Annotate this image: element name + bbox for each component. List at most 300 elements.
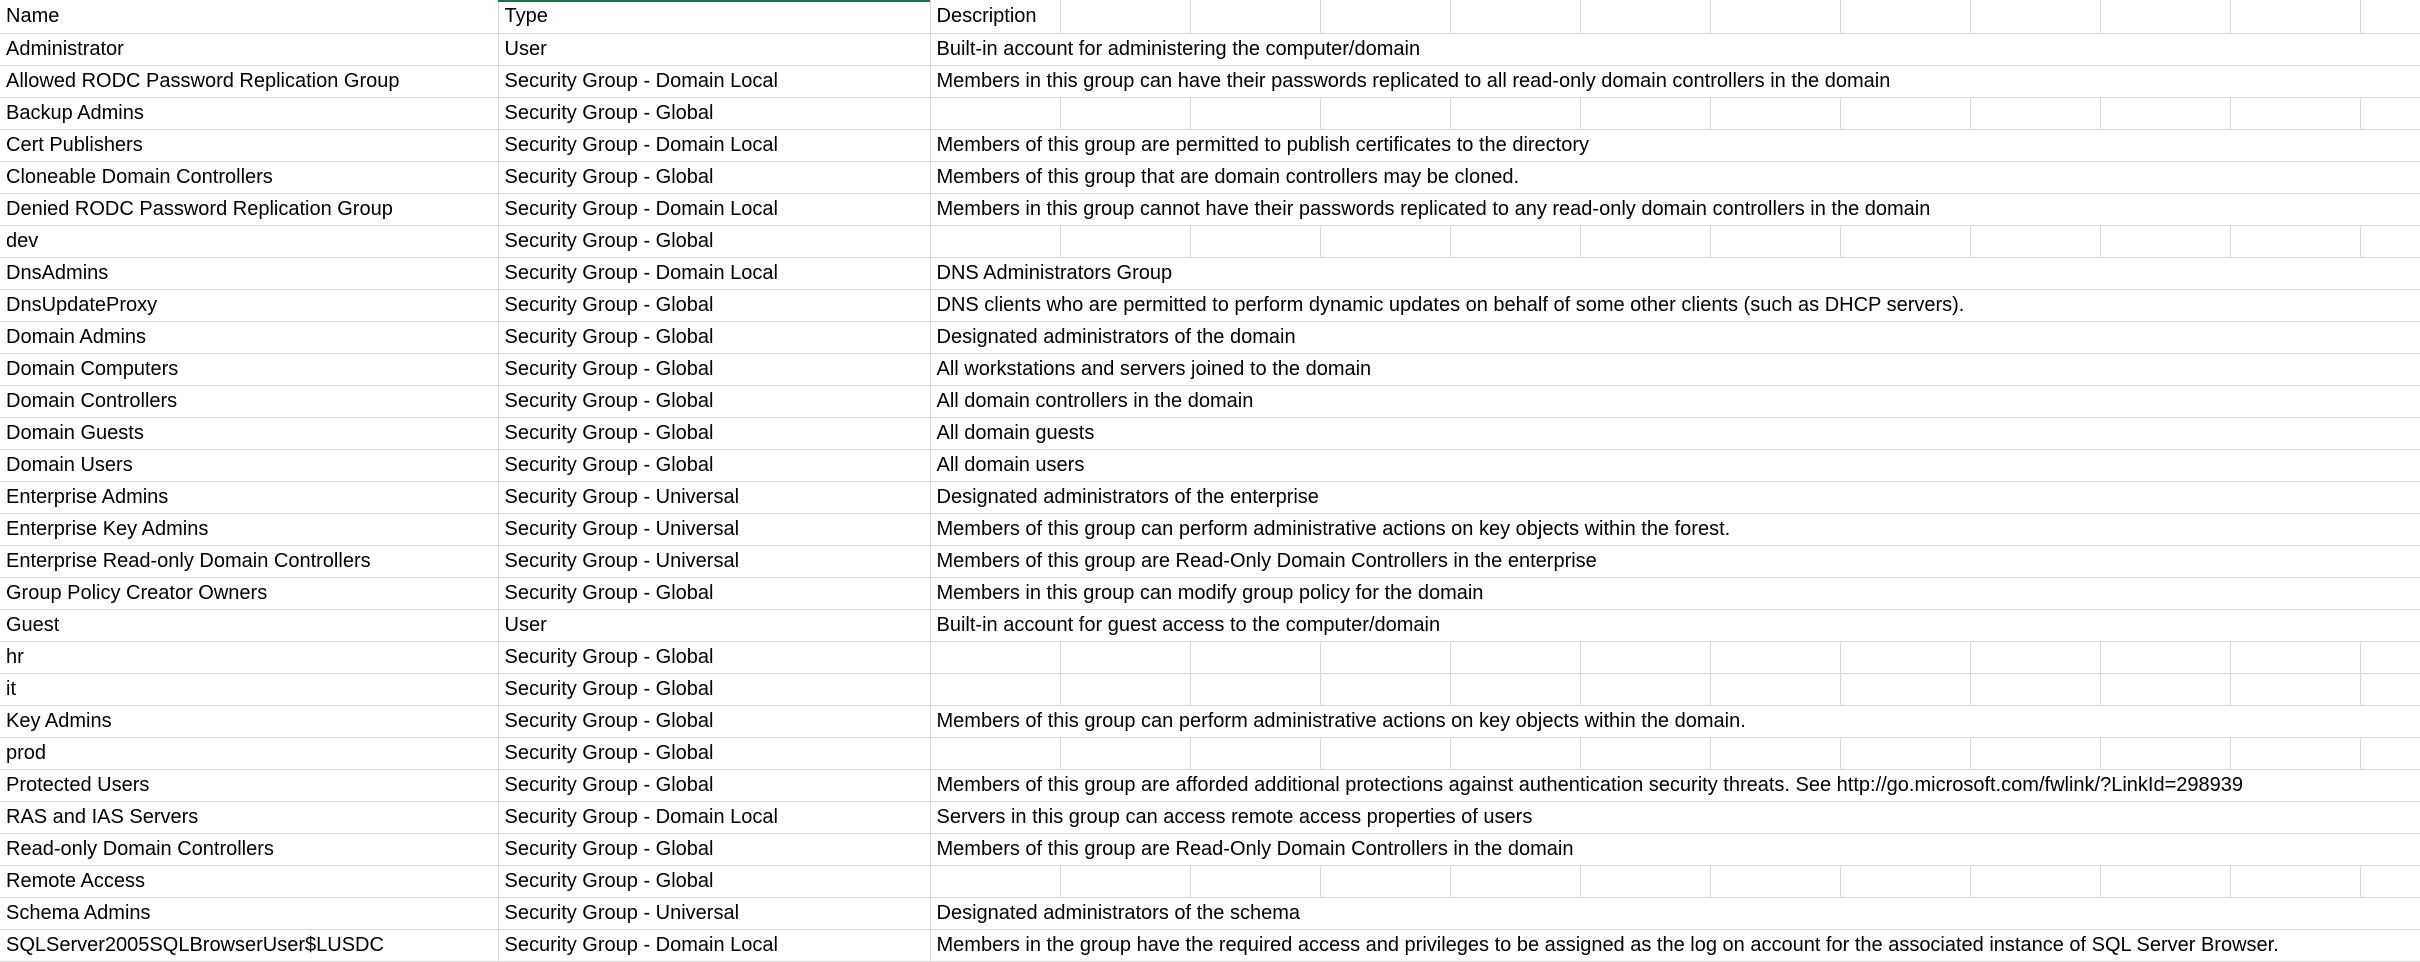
empty-cell[interactable] [1450, 450, 1580, 482]
empty-cell[interactable] [2230, 450, 2360, 482]
empty-cell[interactable] [1710, 34, 1840, 66]
empty-cell[interactable] [1580, 0, 1710, 34]
empty-cell[interactable] [2100, 482, 2230, 514]
empty-cell[interactable] [1190, 98, 1320, 130]
empty-cell[interactable] [1580, 386, 1710, 418]
cell-name[interactable]: DnsAdmins [0, 258, 498, 290]
cell-description[interactable] [930, 66, 1891, 98]
empty-cell[interactable] [1970, 130, 2100, 162]
cell-name[interactable]: Cert Publishers [0, 130, 498, 162]
cell-description[interactable] [930, 130, 1590, 162]
empty-cell[interactable] [1320, 482, 1450, 514]
empty-cell[interactable] [2100, 290, 2230, 322]
empty-cell[interactable] [1580, 98, 1710, 130]
empty-cell[interactable] [2360, 578, 2420, 610]
empty-cell[interactable] [2360, 0, 2420, 34]
empty-cell[interactable] [1580, 258, 1710, 290]
empty-cell[interactable] [1320, 642, 1450, 674]
header-cell-description[interactable] [930, 0, 1060, 34]
cell-name[interactable]: Read-only Domain Controllers [0, 834, 498, 866]
empty-cell[interactable] [2230, 546, 2360, 578]
empty-cell[interactable] [2360, 610, 2420, 642]
cell-type[interactable]: Security Group - Global [498, 866, 930, 898]
empty-cell[interactable] [2100, 578, 2230, 610]
empty-cell[interactable] [1450, 482, 1580, 514]
empty-cell[interactable] [1710, 834, 1840, 866]
empty-cell[interactable] [1970, 578, 2100, 610]
empty-cell[interactable] [2360, 674, 2420, 706]
cell-description[interactable] [930, 738, 1060, 770]
empty-cell[interactable] [1190, 866, 1320, 898]
empty-cell[interactable] [2100, 514, 2230, 546]
cell-name[interactable]: it [0, 674, 498, 706]
empty-cell[interactable] [2230, 290, 2360, 322]
empty-cell[interactable] [1580, 130, 1710, 162]
header-cell-name[interactable]: Name [0, 0, 498, 34]
cell-name[interactable]: Denied RODC Password Replication Group [0, 194, 498, 226]
empty-cell[interactable] [1190, 258, 1320, 290]
empty-cell[interactable] [1580, 610, 1710, 642]
empty-cell[interactable] [1710, 610, 1840, 642]
empty-cell[interactable] [2360, 322, 2420, 354]
cell-description[interactable] [930, 354, 1372, 386]
empty-cell[interactable] [1320, 0, 1450, 34]
cell-description[interactable] [930, 802, 1533, 834]
empty-cell[interactable] [1450, 34, 1580, 66]
empty-cell[interactable] [2230, 0, 2360, 34]
cell-name[interactable]: Domain Computers [0, 354, 498, 386]
cell-description[interactable] [930, 706, 1746, 738]
empty-cell[interactable] [1840, 0, 1970, 34]
cell-type[interactable]: Security Group - Global [498, 226, 930, 258]
empty-cell[interactable] [2100, 98, 2230, 130]
empty-cell[interactable] [2100, 610, 2230, 642]
cell-type[interactable]: User [498, 34, 930, 66]
empty-cell[interactable] [1710, 898, 1840, 930]
cell-type[interactable]: Security Group - Global [498, 738, 930, 770]
empty-cell[interactable] [2230, 802, 2360, 834]
empty-cell[interactable] [1840, 130, 1970, 162]
empty-cell[interactable] [1840, 546, 1970, 578]
empty-cell[interactable] [2360, 130, 2420, 162]
empty-cell[interactable] [1450, 674, 1580, 706]
cell-description[interactable] [930, 322, 1296, 354]
empty-cell[interactable] [1970, 162, 2100, 194]
empty-cell[interactable] [2230, 66, 2360, 98]
empty-cell[interactable] [1450, 0, 1580, 34]
empty-cell[interactable] [1710, 738, 1840, 770]
empty-cell[interactable] [2230, 674, 2360, 706]
empty-cell[interactable] [1840, 322, 1970, 354]
cell-description[interactable] [930, 866, 1060, 898]
empty-cell[interactable] [1190, 738, 1320, 770]
empty-cell[interactable] [1970, 322, 2100, 354]
cell-name[interactable]: Key Admins [0, 706, 498, 738]
empty-cell[interactable] [1970, 866, 2100, 898]
empty-cell[interactable] [1190, 226, 1320, 258]
cell-type[interactable]: Security Group - Global [498, 354, 930, 386]
empty-cell[interactable] [2230, 386, 2360, 418]
cell-description[interactable] [930, 674, 1060, 706]
empty-cell[interactable] [1060, 866, 1190, 898]
cell-description[interactable] [930, 546, 1597, 578]
empty-cell[interactable] [1840, 386, 1970, 418]
empty-cell[interactable] [1580, 578, 1710, 610]
cell-type[interactable]: Security Group - Global [498, 162, 930, 194]
empty-cell[interactable] [1840, 834, 1970, 866]
empty-cell[interactable] [1970, 802, 2100, 834]
empty-cell[interactable] [1580, 482, 1710, 514]
empty-cell[interactable] [2230, 770, 2360, 802]
empty-cell[interactable] [2360, 226, 2420, 258]
empty-cell[interactable] [1970, 706, 2100, 738]
cell-type[interactable]: Security Group - Global [498, 770, 930, 802]
empty-cell[interactable] [2100, 258, 2230, 290]
cell-name[interactable]: Administrator [0, 34, 498, 66]
cell-name[interactable]: hr [0, 642, 498, 674]
empty-cell[interactable] [2230, 866, 2360, 898]
empty-cell[interactable] [2360, 418, 2420, 450]
cell-description[interactable] [930, 834, 1574, 866]
empty-cell[interactable] [1320, 866, 1450, 898]
empty-cell[interactable] [1840, 706, 1970, 738]
cell-name[interactable]: Protected Users [0, 770, 498, 802]
empty-cell[interactable] [2360, 930, 2420, 962]
empty-cell[interactable] [1710, 162, 1840, 194]
empty-cell[interactable] [2230, 706, 2360, 738]
cell-name[interactable]: SQLServer2005SQLBrowserUser$LUSDC [0, 930, 498, 962]
empty-cell[interactable] [2100, 898, 2230, 930]
cell-type[interactable]: Security Group - Domain Local [498, 66, 930, 98]
empty-cell[interactable] [2100, 0, 2230, 34]
empty-cell[interactable] [2100, 866, 2230, 898]
empty-cell[interactable] [1580, 162, 1710, 194]
empty-cell[interactable] [1970, 898, 2100, 930]
cell-type[interactable]: Security Group - Domain Local [498, 194, 930, 226]
cell-type[interactable]: Security Group - Global [498, 450, 930, 482]
empty-cell[interactable] [1840, 898, 1970, 930]
empty-cell[interactable] [1970, 0, 2100, 34]
empty-cell[interactable] [2100, 546, 2230, 578]
empty-cell[interactable] [1840, 802, 1970, 834]
cell-description[interactable] [930, 34, 1421, 66]
empty-cell[interactable] [1450, 610, 1580, 642]
empty-cell[interactable] [2100, 418, 2230, 450]
empty-cell[interactable] [1190, 674, 1320, 706]
cell-name[interactable]: Domain Users [0, 450, 498, 482]
empty-cell[interactable] [1970, 418, 2100, 450]
empty-cell[interactable] [1450, 418, 1580, 450]
empty-cell[interactable] [1840, 418, 1970, 450]
cell-name[interactable]: Remote Access [0, 866, 498, 898]
empty-cell[interactable] [2100, 802, 2230, 834]
empty-cell[interactable] [1450, 738, 1580, 770]
cell-description[interactable] [930, 258, 1173, 290]
empty-cell[interactable] [1710, 98, 1840, 130]
empty-cell[interactable] [2360, 66, 2420, 98]
empty-cell[interactable] [1190, 0, 1320, 34]
empty-cell[interactable] [1710, 642, 1840, 674]
empty-cell[interactable] [1970, 386, 2100, 418]
cell-type[interactable]: Security Group - Global [498, 578, 930, 610]
cell-name[interactable]: Cloneable Domain Controllers [0, 162, 498, 194]
cell-name[interactable]: Allowed RODC Password Replication Group [0, 66, 498, 98]
empty-cell[interactable] [2230, 162, 2360, 194]
empty-cell[interactable] [1970, 34, 2100, 66]
empty-cell[interactable] [1970, 98, 2100, 130]
empty-cell[interactable] [1970, 610, 2100, 642]
empty-cell[interactable] [1710, 482, 1840, 514]
empty-cell[interactable] [1320, 898, 1450, 930]
empty-cell[interactable] [1580, 450, 1710, 482]
cell-description[interactable] [930, 290, 1965, 322]
empty-cell[interactable] [1320, 226, 1450, 258]
empty-cell[interactable] [1060, 0, 1190, 34]
cell-type[interactable]: Security Group - Global [498, 322, 930, 354]
empty-cell[interactable] [2360, 34, 2420, 66]
empty-cell[interactable] [2100, 642, 2230, 674]
empty-cell[interactable] [2230, 194, 2360, 226]
empty-cell[interactable] [1840, 482, 1970, 514]
empty-cell[interactable] [2360, 354, 2420, 386]
empty-cell[interactable] [1710, 258, 1840, 290]
cell-name[interactable]: Schema Admins [0, 898, 498, 930]
empty-cell[interactable] [2360, 866, 2420, 898]
cell-description[interactable] [930, 162, 1520, 194]
cell-type[interactable]: Security Group - Universal [498, 514, 930, 546]
empty-cell[interactable] [2100, 674, 2230, 706]
empty-cell[interactable] [2360, 898, 2420, 930]
cell-type[interactable]: Security Group - Universal [498, 898, 930, 930]
cell-name[interactable]: Enterprise Admins [0, 482, 498, 514]
empty-cell[interactable] [2100, 450, 2230, 482]
empty-cell[interactable] [1580, 546, 1710, 578]
empty-cell[interactable] [1840, 162, 1970, 194]
empty-cell[interactable] [2360, 514, 2420, 546]
empty-cell[interactable] [1840, 578, 1970, 610]
empty-cell[interactable] [1840, 354, 1970, 386]
cell-type[interactable]: Security Group - Domain Local [498, 802, 930, 834]
cell-description[interactable] [930, 386, 1254, 418]
empty-cell[interactable] [1580, 738, 1710, 770]
cell-name[interactable]: Guest [0, 610, 498, 642]
empty-cell[interactable] [2360, 546, 2420, 578]
cell-name[interactable]: Domain Guests [0, 418, 498, 450]
empty-cell[interactable] [1970, 258, 2100, 290]
empty-cell[interactable] [2230, 514, 2360, 546]
empty-cell[interactable] [2100, 226, 2230, 258]
empty-cell[interactable] [2230, 482, 2360, 514]
empty-cell[interactable] [2230, 98, 2360, 130]
empty-cell[interactable] [1840, 98, 1970, 130]
empty-cell[interactable] [2360, 194, 2420, 226]
empty-cell[interactable] [1710, 226, 1840, 258]
empty-cell[interactable] [1710, 866, 1840, 898]
cell-name[interactable]: RAS and IAS Servers [0, 802, 498, 834]
cell-description[interactable] [930, 98, 1060, 130]
empty-cell[interactable] [2360, 706, 2420, 738]
cell-type[interactable]: Security Group - Global [498, 290, 930, 322]
empty-cell[interactable] [1710, 450, 1840, 482]
cell-name[interactable]: Group Policy Creator Owners [0, 578, 498, 610]
empty-cell[interactable] [1580, 802, 1710, 834]
empty-cell[interactable] [1580, 834, 1710, 866]
cell-name[interactable]: Enterprise Key Admins [0, 514, 498, 546]
empty-cell[interactable] [2100, 738, 2230, 770]
cell-type[interactable]: Security Group - Universal [498, 546, 930, 578]
empty-cell[interactable] [2230, 610, 2360, 642]
empty-cell[interactable] [2360, 482, 2420, 514]
empty-cell[interactable] [1970, 290, 2100, 322]
empty-cell[interactable] [1580, 866, 1710, 898]
empty-cell[interactable] [2230, 130, 2360, 162]
empty-cell[interactable] [1060, 674, 1190, 706]
empty-cell[interactable] [2230, 226, 2360, 258]
empty-cell[interactable] [2100, 194, 2230, 226]
empty-cell[interactable] [1580, 322, 1710, 354]
header-cell-type[interactable]: Type [498, 0, 930, 34]
empty-cell[interactable] [1320, 386, 1450, 418]
cell-description[interactable] [930, 898, 1301, 930]
empty-cell[interactable] [1320, 674, 1450, 706]
empty-cell[interactable] [1710, 322, 1840, 354]
empty-cell[interactable] [2230, 578, 2360, 610]
empty-cell[interactable] [1840, 674, 1970, 706]
empty-cell[interactable] [2100, 706, 2230, 738]
empty-cell[interactable] [1970, 450, 2100, 482]
empty-cell[interactable] [1970, 738, 2100, 770]
empty-cell[interactable] [1710, 674, 1840, 706]
empty-cell[interactable] [2360, 258, 2420, 290]
empty-cell[interactable] [1190, 642, 1320, 674]
cell-description[interactable] [930, 194, 1931, 226]
cell-type[interactable]: Security Group - Global [498, 706, 930, 738]
cell-type[interactable]: Security Group - Domain Local [498, 130, 930, 162]
empty-cell[interactable] [2360, 450, 2420, 482]
empty-cell[interactable] [1840, 642, 1970, 674]
empty-cell[interactable] [2230, 418, 2360, 450]
cell-name[interactable]: Domain Controllers [0, 386, 498, 418]
cell-description[interactable] [930, 514, 1731, 546]
empty-cell[interactable] [1060, 98, 1190, 130]
empty-cell[interactable] [2100, 66, 2230, 98]
empty-cell[interactable] [1450, 354, 1580, 386]
cell-type[interactable]: Security Group - Global [498, 386, 930, 418]
empty-cell[interactable] [2230, 322, 2360, 354]
empty-cell[interactable] [1710, 386, 1840, 418]
empty-cell[interactable] [1320, 98, 1450, 130]
empty-cell[interactable] [1840, 610, 1970, 642]
empty-cell[interactable] [1060, 738, 1190, 770]
empty-cell[interactable] [1450, 322, 1580, 354]
empty-cell[interactable] [2100, 834, 2230, 866]
empty-cell[interactable] [2100, 162, 2230, 194]
empty-cell[interactable] [2100, 34, 2230, 66]
cell-description[interactable] [930, 482, 1319, 514]
cell-type[interactable]: Security Group - Domain Local [498, 930, 930, 962]
empty-cell[interactable] [1580, 418, 1710, 450]
cell-description[interactable] [930, 770, 2243, 802]
empty-cell[interactable] [1450, 386, 1580, 418]
empty-cell[interactable] [2230, 34, 2360, 66]
empty-cell[interactable] [1970, 66, 2100, 98]
cell-type[interactable]: User [498, 610, 930, 642]
empty-cell[interactable] [1970, 194, 2100, 226]
cell-name[interactable]: Backup Admins [0, 98, 498, 130]
empty-cell[interactable] [1450, 898, 1580, 930]
empty-cell[interactable] [1320, 258, 1450, 290]
empty-cell[interactable] [2360, 770, 2420, 802]
empty-cell[interactable] [1710, 578, 1840, 610]
empty-cell[interactable] [1450, 642, 1580, 674]
cell-description[interactable] [930, 610, 1441, 642]
empty-cell[interactable] [1450, 226, 1580, 258]
empty-cell[interactable] [1320, 450, 1450, 482]
cell-description[interactable] [930, 642, 1060, 674]
cell-name[interactable]: DnsUpdateProxy [0, 290, 498, 322]
empty-cell[interactable] [1580, 642, 1710, 674]
empty-cell[interactable] [1450, 98, 1580, 130]
cell-description[interactable] [930, 418, 1095, 450]
empty-cell[interactable] [2230, 738, 2360, 770]
empty-cell[interactable] [1320, 418, 1450, 450]
cell-type[interactable]: Security Group - Global [498, 674, 930, 706]
empty-cell[interactable] [1710, 546, 1840, 578]
empty-cell[interactable] [1970, 514, 2100, 546]
empty-cell[interactable] [2230, 898, 2360, 930]
empty-cell[interactable] [1840, 34, 1970, 66]
cell-type[interactable]: Security Group - Universal [498, 482, 930, 514]
empty-cell[interactable] [1970, 226, 2100, 258]
empty-cell[interactable] [2100, 386, 2230, 418]
cell-type[interactable]: Security Group - Global [498, 834, 930, 866]
empty-cell[interactable] [1580, 354, 1710, 386]
empty-cell[interactable] [1970, 546, 2100, 578]
empty-cell[interactable] [1580, 898, 1710, 930]
cell-type[interactable]: Security Group - Global [498, 98, 930, 130]
empty-cell[interactable] [1320, 738, 1450, 770]
empty-cell[interactable] [2100, 322, 2230, 354]
cell-description[interactable] [930, 930, 2279, 962]
empty-cell[interactable] [1710, 0, 1840, 34]
empty-cell[interactable] [1060, 642, 1190, 674]
empty-cell[interactable] [1970, 482, 2100, 514]
cell-type[interactable]: Security Group - Global [498, 642, 930, 674]
empty-cell[interactable] [2360, 386, 2420, 418]
cell-name[interactable]: Enterprise Read-only Domain Controllers [0, 546, 498, 578]
empty-cell[interactable] [1710, 130, 1840, 162]
cell-description[interactable] [930, 450, 1085, 482]
empty-cell[interactable] [1190, 450, 1320, 482]
empty-cell[interactable] [1840, 450, 1970, 482]
empty-cell[interactable] [2360, 738, 2420, 770]
cell-name[interactable]: dev [0, 226, 498, 258]
empty-cell[interactable] [2360, 162, 2420, 194]
empty-cell[interactable] [1320, 322, 1450, 354]
empty-cell[interactable] [1840, 514, 1970, 546]
empty-cell[interactable] [1580, 226, 1710, 258]
cell-name[interactable]: Domain Admins [0, 322, 498, 354]
empty-cell[interactable] [2230, 834, 2360, 866]
cell-description[interactable] [930, 578, 1484, 610]
empty-cell[interactable] [1710, 802, 1840, 834]
empty-cell[interactable] [1970, 642, 2100, 674]
empty-cell[interactable] [2360, 642, 2420, 674]
cell-description[interactable] [930, 226, 1060, 258]
cell-type[interactable]: Security Group - Domain Local [498, 258, 930, 290]
empty-cell[interactable] [2100, 130, 2230, 162]
empty-cell[interactable] [1450, 866, 1580, 898]
